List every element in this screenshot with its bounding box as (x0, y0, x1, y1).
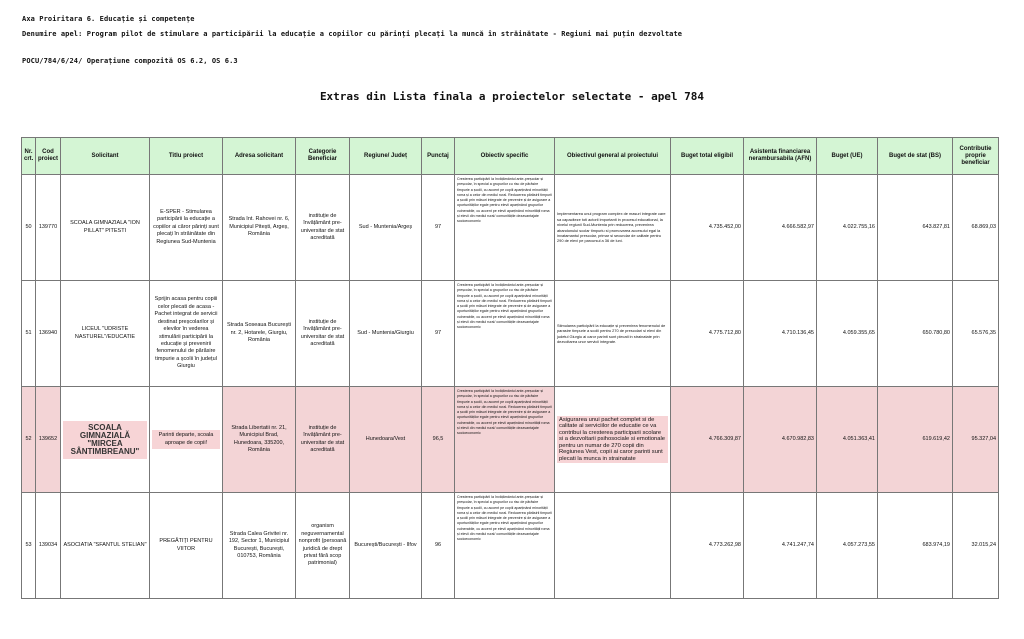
col-buget-total: Buget total eligibil (671, 138, 744, 175)
cell-categorie: instituție de învățământ pre-universitar de stat acreditată (296, 387, 350, 493)
cell-obiectiv-specific: Cresterea participării la învățământul ante-preșcolar și preșcolar, în special a grupurilor cu risc de părăsire timpurie a școlii, cu accent pe copiii aparținând minorității roma și a celor din mediul rural. Reducerea părăsirii timpurii a școlii prin măsuri integrate de prevenire și de asigurare a oportunităților egale pentru elevii aparținând grupurilor vulnerabile, cu accent pe elevii aparținând minorității roma și elevii din mediul rural/ comunitățile dezavantajate socioeconomic (455, 281, 555, 387)
cell-buget-stat: 643.827,81 (878, 175, 953, 281)
cell-buget-total: 4.773.262,98 (671, 493, 744, 599)
cell-cod: 139652 (36, 387, 61, 493)
cell-afn: 4.710.136,45 (744, 281, 817, 387)
cell-obiectiv-specific: Cresterea participării la învățământul ante-preșcolar și preșcolar, în special a grupurilor cu risc de părăsire timpurie a școlii, cu accent pe copiii aparținând minorității roma și a celor din mediul rural. Reducerea părăsirii timpurii a școlii prin măsuri integrate de prevenire și de asigurare a oportunităților egale pentru elevii aparținând grupurilor vulnerabile, cu accent pe elevii aparținând minorității roma și elevii din mediul rural/ comunitățile dezavantajate socioeconomic (455, 175, 555, 281)
cell-adresa: Strada Calea Grivitei nr. 192, Sector 1, Municipiul București, București, 010753, România (223, 493, 296, 599)
cell-adresa: Strada Int. Rahovei nr. 6, Municipiul Pitești, Argeș, România (223, 175, 296, 281)
cell-obiectiv-specific: Cresterea participării la învățământul ante-preșcolar și preșcolar, în special a grupurilor cu risc de părăsire timpurie a școlii, cu accent pe copiii aparținând minorității roma și a celor din mediul rural. Reducerea părăsirii timpurii a școlii prin măsuri integrate de prevenire și de asigurare a oportunităților egale pentru elevii aparținând grupurilor vulnerabile, cu accent pe elevii aparținând minorității roma și elevii din mediul rural/ comunitățile dezavantajate socioeconomic (455, 493, 555, 599)
col-punctaj: Punctaj (422, 138, 455, 175)
col-buget-stat: Buget de stat (BS) (878, 138, 953, 175)
cell-nr: 51 (22, 281, 36, 387)
highlighted-obiectiv-general: Asigurarea unui pachet complet si de calitate al serviciilor de educatie ce va contribui la cresterea participarii scolare si a dezvoltarii psihosociale si emotionale pentru un numar de 270 copii din Regiunea Vest, copii ai caror parinti sunt plecati la munca in strainatate (557, 416, 668, 463)
cell-buget-stat: 619.619,42 (878, 387, 953, 493)
cell-adresa: Strada Soseaua București nr. 2, Hotarele, Giurgiu, România (223, 281, 296, 387)
cell-titlu: Sprijin acasa pentru copiii celor plecati de acasa - Pachet integrat de servicii destinat preșcolarilor și elevilor în vederea stimulării participării la educație și prevenirii fenomenului de părăsire timpurie a școlii în județul Giurgiu (150, 281, 223, 387)
table-row (22, 493, 999, 599)
cell-punctaj: 97 (422, 175, 455, 281)
cell-buget-ue: 4.057.273,55 (817, 493, 878, 599)
cell-buget-stat: 650.780,80 (878, 281, 953, 387)
cell-contributie: 32.015,24 (953, 493, 999, 599)
cell-obiectiv-general (555, 493, 671, 599)
cell-buget-stat: 683.974,19 (878, 493, 953, 599)
cell-buget-ue: 4.022.755,16 (817, 175, 878, 281)
cell-nr: 52 (22, 387, 36, 493)
col-buget-ue: Buget (UE) (817, 138, 878, 175)
col-regiune: Regiune/ Județ (350, 138, 422, 175)
col-nr: Nr. crt. (22, 138, 36, 175)
cell-obiectiv-general (555, 387, 671, 493)
cell-contributie: 95.327,04 (953, 387, 999, 493)
cell-titlu: PREGĂTIȚI PENTRU VIITOR (150, 493, 223, 599)
cell-cod: 139770 (36, 175, 61, 281)
axis-heading: Axa Proiritara 6. Educație și competențe (22, 15, 195, 23)
table-row (22, 175, 999, 281)
cell-regiune: Sud - Muntenia/Giurgiu (350, 281, 422, 387)
table-row (22, 281, 999, 387)
cell-solicitant: ASOCIATIA "SFANTUL STELIAN" (61, 493, 150, 599)
cell-regiune: Hunedoara/Vest (350, 387, 422, 493)
cell-obiectiv-specific: Cresterea participării la învățământul ante-preșcolar și preșcolar, în special a grupurilor cu risc de părăsire timpurie a școlii, cu accent pe copiii aparținând minorității roma și a celor din mediul rural. Reducerea părăsirii timpurii a școlii prin măsuri integrate de prevenire și de asigurare a oportunităților egale pentru elevii aparținând grupurilor vulnerabile, cu accent pe elevii aparținând minorității roma și elevii din mediul rural/ comunitățile dezavantajate socioeconomic (455, 387, 555, 493)
cell-afn: 4.666.582,97 (744, 175, 817, 281)
cell-titlu: E-SPER - Stimularea participării la educație a copiilor ai căror părinți sunt plecați în străinătate din Regiunea Sud-Muntenia (150, 175, 223, 281)
cell-solicitant: LICEUL "UDRISTE NASTUREL"/EDUCATIE (61, 281, 150, 387)
col-afn: Asistenta financiarea nerambursabila (AFN) (744, 138, 817, 175)
cell-buget-total: 4.735.452,00 (671, 175, 744, 281)
table-header-row (22, 138, 999, 175)
cell-obiectiv-general: Implementarea unui program complex de masuri integrate care sa capaciteze toti actorii importanti in procesul educational, la nivelul regiunii Sud-Muntenia prin reducerea, prevenirea abandonului scolar timpuriu si promovarea accesului egal la invatamantul prescolar, primar si secundar de calitate pentru 290 de elevi pe parcursul a 36 de luni. (555, 175, 671, 281)
cell-solicitant (61, 387, 150, 493)
cell-categorie: instituție de învățământ pre-universitar de stat acreditată (296, 281, 350, 387)
cell-punctaj: 96 (422, 493, 455, 599)
cell-cod: 136940 (36, 281, 61, 387)
highlighted-titlu: Parinti departe, scoala aproape de copii! (152, 430, 220, 449)
cell-punctaj: 96,5 (422, 387, 455, 493)
cell-contributie: 68.869,03 (953, 175, 999, 281)
col-cod: Cod proiect (36, 138, 61, 175)
col-categorie: Categorie Beneficiar (296, 138, 350, 175)
cell-categorie: instituție de învățământ pre-universitar de stat acreditată (296, 175, 350, 281)
cell-buget-ue: 4.059.355,65 (817, 281, 878, 387)
cell-punctaj: 97 (422, 281, 455, 387)
call-code: POCU/784/6/24/ Operațiune compozită OS 6.2, OS 6.3 (22, 57, 238, 65)
col-titlu: Titlu proiect (150, 138, 223, 175)
cell-obiectiv-general: Stimularea participării la educație și prevenirea fenomenului de parasire timpurie a scolii pentru 270 de prescolari si elevi din judetul Giurgiu ai caror parinti sunt plecati in strainatate prin dezvoltarea unor servicii integrate. (555, 281, 671, 387)
projects-table (21, 137, 999, 599)
col-obiectiv-specific: Obiectiv specific (455, 138, 555, 175)
col-obiectiv-general: Obiectivul general al proiectului (555, 138, 671, 175)
highlighted-solicitant: SCOALA GIMNAZIALĂ "MIRCEA SÂNTIMBREANU" (63, 421, 147, 459)
cell-contributie: 65.576,35 (953, 281, 999, 387)
cell-afn: 4.741.247,74 (744, 493, 817, 599)
col-solicitant: Solicitant (61, 138, 150, 175)
cell-regiune: Sud - Muntenia/Argeș (350, 175, 422, 281)
col-adresa: Adresa solicitant (223, 138, 296, 175)
cell-buget-ue: 4.051.363,41 (817, 387, 878, 493)
table-row-highlighted (22, 387, 999, 493)
cell-solicitant: SCOALA GIMNAZIALA "ION PILLAT" PITESTI (61, 175, 150, 281)
cell-regiune: București/București - Ilfov (350, 493, 422, 599)
cell-afn: 4.670.982,83 (744, 387, 817, 493)
cell-adresa: Strada Libertatii nr. 21, Municipiul Brad, Hunedoara, 335200, România (223, 387, 296, 493)
call-name: Denumire apel: Program pilot de stimulare a participării la educație a copiilor cu părinți plecați la muncă în străinătate - Regiuni mai puțin dezvoltate (22, 30, 683, 38)
cell-buget-total: 4.775.712,80 (671, 281, 744, 387)
col-contributie: Contributie proprie beneficiar (953, 138, 999, 175)
cell-titlu (150, 387, 223, 493)
cell-categorie: organism neguvernamental nonprofit (persoană juridică de drept privat fără scop patrimonial) (296, 493, 350, 599)
document-title: Extras din Lista finala a proiectelor selectate - apel 784 (319, 90, 705, 103)
cell-buget-total: 4.766.309,87 (671, 387, 744, 493)
cell-nr: 53 (22, 493, 36, 599)
cell-nr: 50 (22, 175, 36, 281)
cell-cod: 139034 (36, 493, 61, 599)
